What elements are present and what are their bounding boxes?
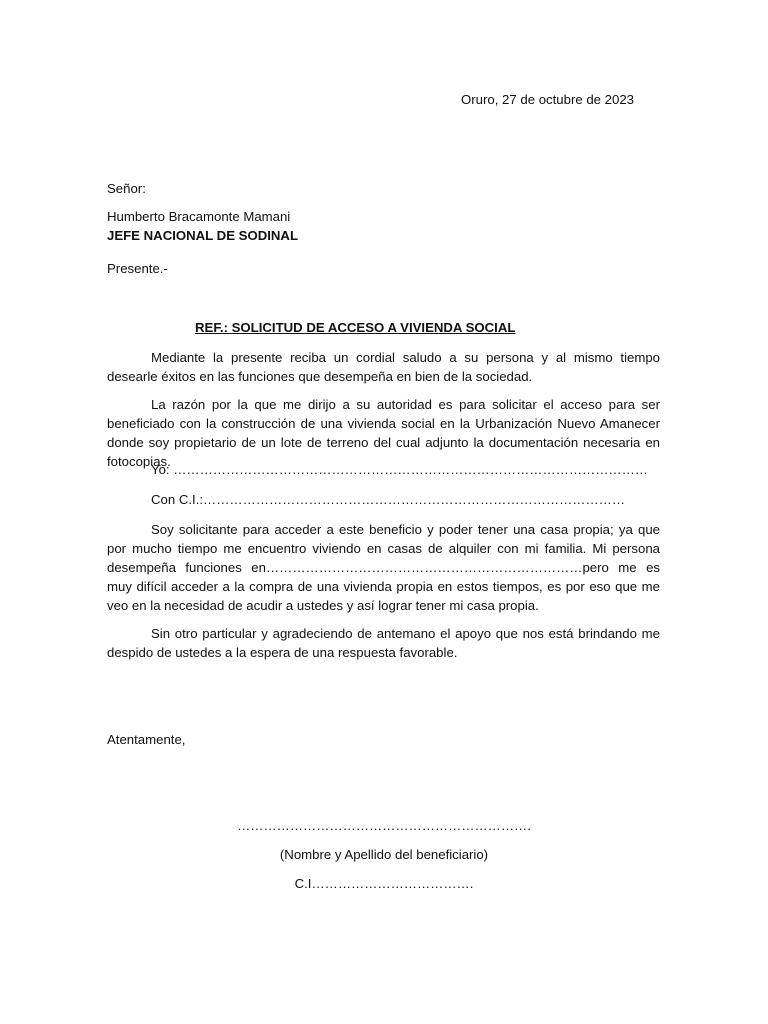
signature-caption: (Nombre y Apellido del beneficiario): [279, 847, 489, 862]
recipient-name: Humberto Bracamonte Mamani: [107, 209, 291, 224]
signature-line: ………………………………………………………….: [237, 818, 531, 833]
yo-fill-line: Yo: ………………………………………………………………………………………………: [151, 462, 648, 477]
paragraph-request: [107, 395, 660, 471]
recipient-title: JEFE NACIONAL DE SODINAL: [107, 228, 298, 243]
paragraph-greeting: [107, 348, 660, 386]
paragraph-situation: [107, 520, 660, 615]
paragraph-situation-text: Soy solicitante para acceder a este beneficio y poder tener una casa propia; ya que por mucho tiempo me encuentro viviendo en casas de alquiler con mi familia. Mi persona desempeña funciones en………………………………………………………………pero me es muy difícil acceder a la compra de una vivienda propia en estos tiempos, es por eso que me veo en la necesidad de acudir a ustedes y así lograr tener mi casa propia.: [107, 522, 660, 613]
presente-line: Presente.-: [107, 261, 168, 276]
salutation: Señor:: [107, 181, 146, 196]
signature-ci: C.I……………………………….: [294, 876, 474, 891]
place-date: Oruro, 27 de octubre de 2023: [461, 92, 635, 107]
paragraph-request-text: La razón por la que me dirijo a su autoridad es para solicitar el acceso para ser beneficiado con la construcción de una vivienda social en la Urbanización Nuevo Amanecer donde soy propietario de un lote de terreno del cual adjunto la documentación necesaria en fotocopias.: [107, 397, 660, 469]
ci-fill-line: Con C.I.:……………………………………………………………………………………: [151, 492, 626, 507]
paragraph-greeting-text: Mediante la presente reciba un cordial saludo a su persona y al mismo tiempo desearle éxitos en las funciones que desempeña en bien de la sociedad.: [107, 350, 660, 384]
paragraph-farewell-text: Sin otro particular y agradeciendo de antemano el apoyo que nos está brindando me despido de ustedes a la espera de una respuesta favorable.: [107, 626, 660, 660]
paragraph-farewell: [107, 624, 660, 662]
closing: Atentamente,: [107, 732, 186, 747]
reference-line: REF.: SOLICITUD DE ACCESO A VIVIENDA SOCIAL: [195, 320, 516, 335]
